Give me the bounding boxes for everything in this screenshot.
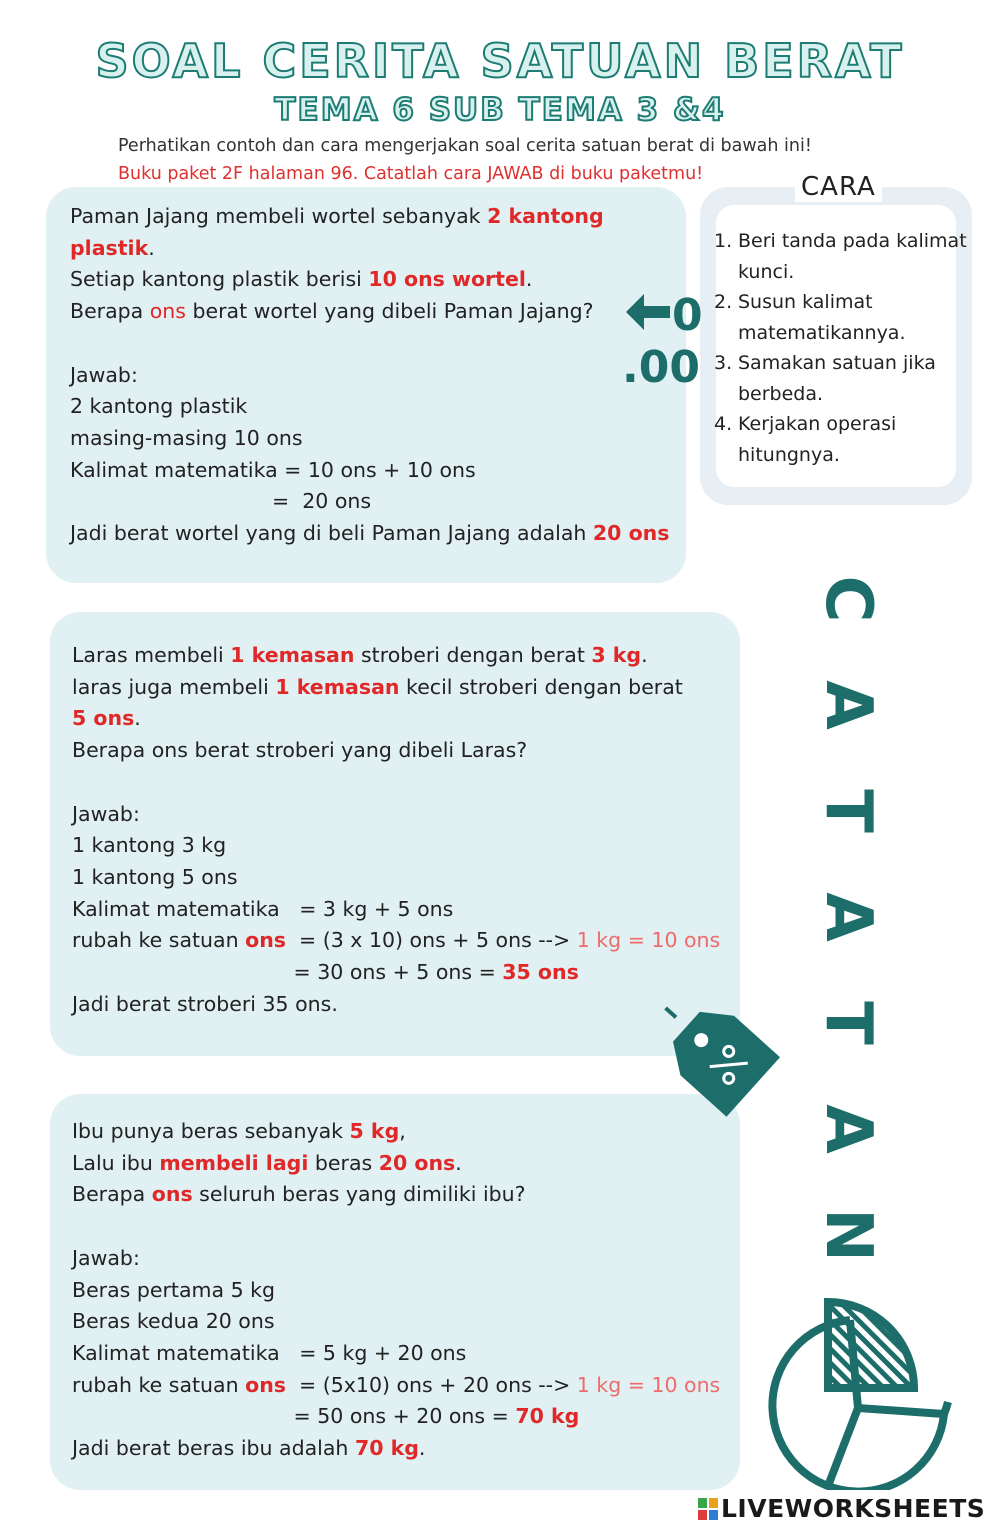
- answer-line: = (3 x 10) ons + 5 ons -->: [286, 928, 577, 953]
- text-span: stroberi dengan berat: [354, 643, 592, 667]
- text-span: berat wortel yang dibeli Paman Jajang?: [185, 299, 594, 324]
- cara-title: CARA: [795, 172, 882, 202]
- step-text: Susun kalimat matematikannya.: [738, 291, 906, 344]
- example-card-1: [46, 187, 686, 583]
- catatan-letter: T: [811, 1001, 885, 1045]
- answer-line: = (5x10) ons + 20 ons -->: [286, 1372, 577, 1397]
- card-1-text: [70, 201, 669, 550]
- text-span: ,: [399, 1119, 406, 1143]
- text-span: .: [148, 235, 155, 260]
- text-span: Lalu ibu: [72, 1150, 160, 1175]
- answer-label: Jawab:: [72, 801, 140, 826]
- conversion-note: 1 kg = 10 ons: [576, 928, 721, 953]
- answer-result: 70 kg: [515, 1404, 580, 1429]
- keyword: 5 ons: [72, 706, 135, 731]
- answer-line: rubah ke satuan: [72, 928, 246, 953]
- decimal-digit: 0: [672, 290, 703, 341]
- text-span: Berapa: [70, 299, 150, 324]
- text-span: kecil stroberi dengan berat: [399, 674, 683, 699]
- answer-line: Jadi berat stroberi 35 ons.: [72, 991, 338, 1016]
- text-span: .: [418, 1436, 426, 1461]
- answer-line: = 50 ons + 20 ons =: [72, 1404, 516, 1429]
- decimal-arrow-icon: [622, 288, 722, 388]
- text-span: .: [641, 643, 648, 667]
- text-span: .: [134, 706, 141, 731]
- discount-tag-icon: [652, 995, 782, 1120]
- catatan-letter: C: [811, 575, 885, 623]
- step-text: Samakan satuan jika berbeda.: [738, 352, 936, 405]
- text-span: Berapa: [72, 1182, 152, 1207]
- keyword: 1 kemasan: [230, 643, 355, 667]
- catatan-letter: A: [811, 892, 885, 942]
- instruction-text: Perhatikan contoh dan cara mengerjakan soal cerita satuan berat di bawah ini!: [118, 136, 812, 156]
- keyword: ons: [245, 928, 287, 953]
- keyword: ons: [149, 299, 186, 324]
- card-2-text: [72, 640, 720, 1020]
- answer-line: Kalimat matematika = 10 ons + 10 ons: [70, 457, 476, 482]
- keyword: plastik: [70, 235, 149, 260]
- catatan-letter: A: [811, 1104, 885, 1154]
- cara-step: [714, 409, 976, 470]
- step-text: Kerjakan operasi hitungnya.: [738, 413, 897, 466]
- text-span: Laras membeli: [72, 643, 231, 667]
- text-span: Setiap kantong plastik berisi: [70, 267, 369, 292]
- answer-label: Jawab:: [70, 362, 138, 387]
- step-number: 2.: [714, 291, 733, 313]
- page-title: SOAL CERITA SATUAN BERAT: [95, 34, 905, 88]
- answer-line: Jadi berat wortel yang di beli Paman Jajang adalah: [70, 521, 593, 546]
- page-subtitle: TEMA 6 SUB TEMA 3 &4: [274, 92, 726, 128]
- answer-line: 1 kantong 5 ons: [72, 864, 238, 889]
- text-span: .: [525, 267, 533, 292]
- answer-line: = 20 ons: [70, 489, 372, 514]
- keyword: 20 ons: [378, 1150, 456, 1175]
- keyword: membeli lagi: [159, 1150, 309, 1175]
- step-number: 3.: [714, 352, 733, 374]
- catatan-letter: T: [811, 789, 885, 833]
- text-span: Paman Jajang membeli wortel sebanyak: [70, 204, 488, 228]
- conversion-note: 1 kg = 10 ons: [576, 1372, 721, 1397]
- answer-result: 20 ons: [592, 521, 670, 546]
- answer-line: 2 kantong plastik: [70, 394, 248, 419]
- card-3-text: [72, 1116, 720, 1465]
- answer-result: 70 kg: [354, 1436, 419, 1461]
- arrow-left-icon: [626, 294, 670, 330]
- text-span: Berapa ons berat stroberi yang dibeli Laras?: [72, 738, 528, 763]
- answer-line: = 30 ons + 5 ons =: [72, 960, 503, 985]
- step-number: 4.: [714, 413, 733, 435]
- keyword: 10 ons wortel: [368, 267, 526, 292]
- logo-blocks-icon: [698, 1498, 718, 1520]
- cara-step: [714, 226, 976, 287]
- text-span: .: [455, 1150, 462, 1175]
- decimal-digits: .00: [622, 342, 700, 388]
- example-card-2: [50, 612, 740, 1056]
- answer-line: Kalimat matematika = 5 kg + 20 ons: [72, 1340, 467, 1365]
- answer-line: rubah ke satuan: [72, 1372, 246, 1397]
- pie-chart-icon: [768, 1290, 968, 1490]
- catatan-vertical-label: [808, 546, 888, 1288]
- step-number: 1.: [714, 230, 733, 252]
- keyword: ons: [245, 1372, 287, 1397]
- answer-line: 1 kantong 3 kg: [72, 833, 227, 858]
- cara-step: [714, 348, 976, 409]
- answer-line: Beras kedua 20 ons: [72, 1309, 275, 1334]
- answer-line: Beras pertama 5 kg: [72, 1277, 276, 1302]
- logo-text: LIVEWORKSHEETS: [721, 1494, 986, 1523]
- catatan-letter: A: [811, 680, 885, 730]
- example-card-3: [50, 1094, 740, 1490]
- keyword: 5 kg: [349, 1119, 400, 1143]
- keyword: 1 kemasan: [275, 674, 400, 699]
- answer-line: Jadi berat beras ibu adalah: [72, 1436, 355, 1461]
- cara-step: [714, 287, 976, 348]
- keyword: 3 kg: [591, 643, 642, 667]
- text-span: laras juga membeli: [72, 674, 276, 699]
- catatan-letter: N: [811, 1208, 885, 1262]
- text-span: Ibu punya beras sebanyak: [72, 1119, 350, 1143]
- liveworksheets-logo: [698, 1494, 985, 1523]
- text-span: seluruh beras yang dimiliki ibu?: [192, 1182, 526, 1207]
- step-text: Beri tanda pada kalimat kunci.: [738, 230, 967, 283]
- answer-result: 35 ons: [502, 960, 579, 985]
- answer-line: Kalimat matematika = 3 kg + 5 ons: [72, 896, 454, 921]
- answer-line: masing-masing 10 ons: [70, 425, 303, 450]
- keyword: ons: [151, 1182, 193, 1207]
- keyword: 2 kantong: [487, 204, 604, 228]
- text-span: beras: [308, 1150, 379, 1175]
- book-note-text: Buku paket 2F halaman 96. Catatlah cara JAWAB di buku paketmu!: [118, 164, 704, 184]
- cara-steps: [714, 226, 976, 470]
- answer-label: Jawab:: [72, 1245, 140, 1270]
